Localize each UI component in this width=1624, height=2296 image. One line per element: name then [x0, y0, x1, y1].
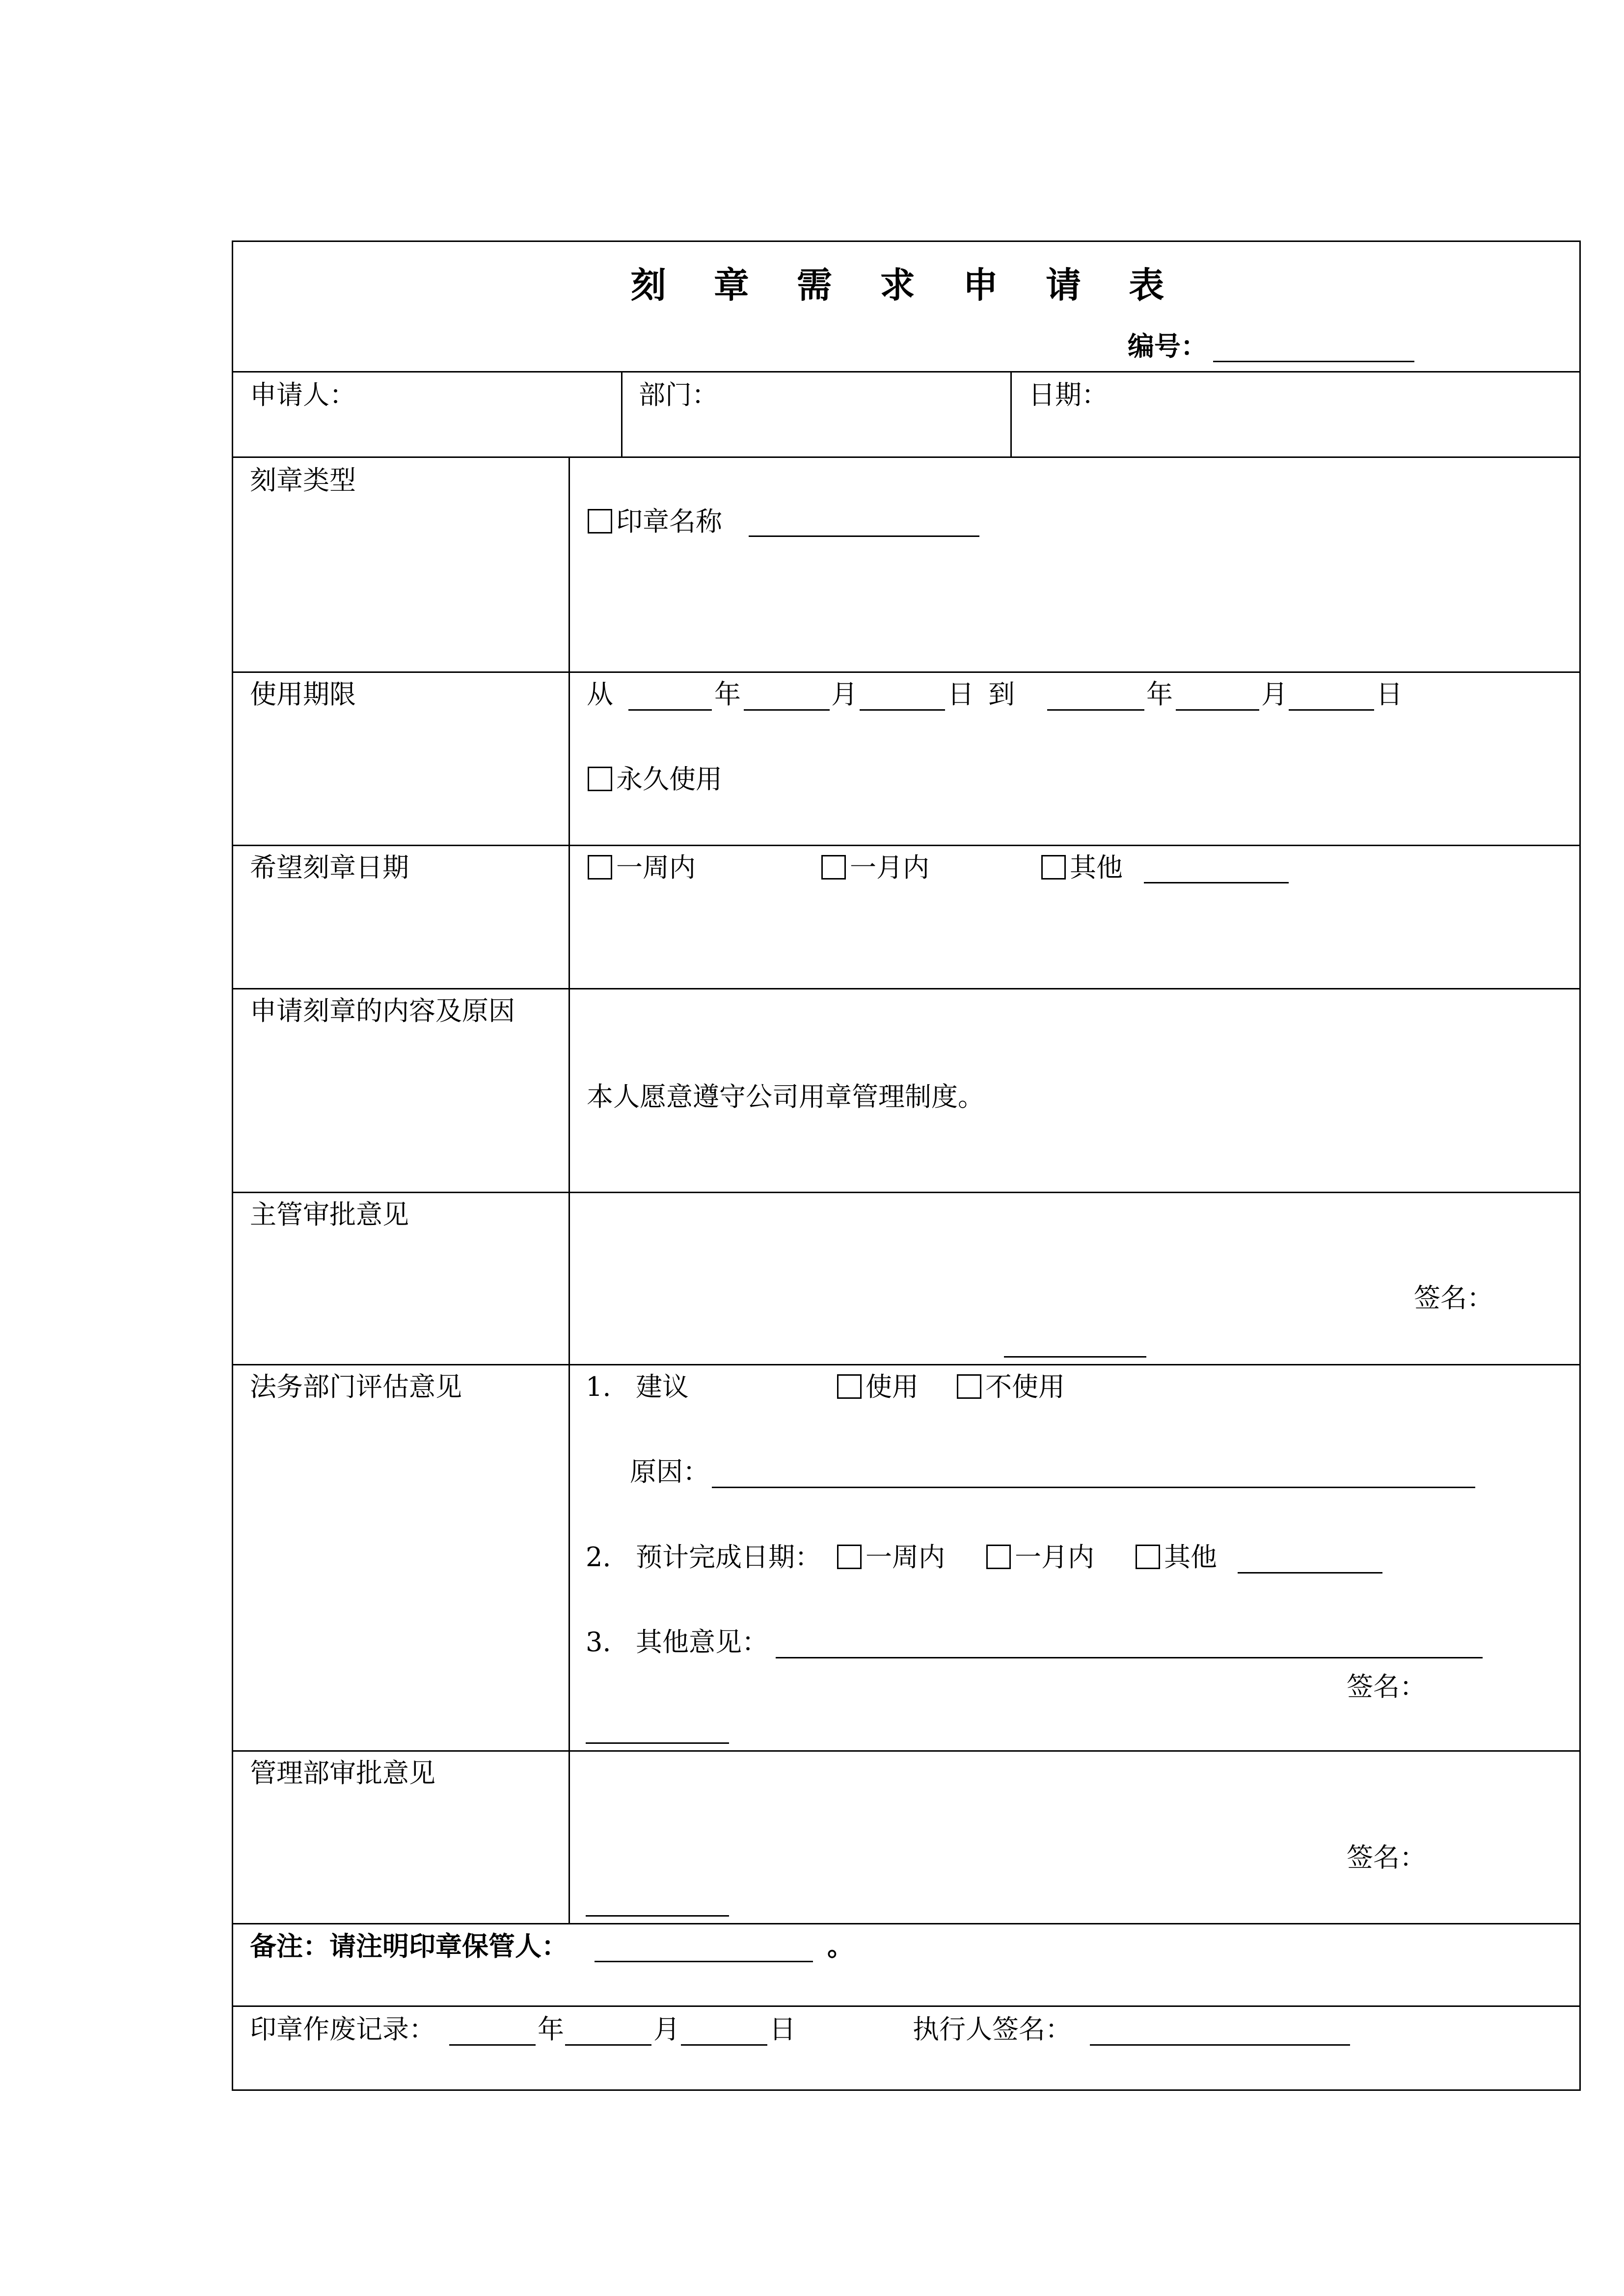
legal-item2-number: 2.	[586, 1542, 611, 1573]
serial-number-field[interactable]	[1213, 361, 1414, 362]
legal-within-month-label: 一月内	[1015, 1542, 1094, 1573]
not-use-label: 不使用	[985, 1371, 1065, 1402]
other-date-checkbox[interactable]	[1041, 855, 1066, 880]
row-divider	[233, 2005, 1579, 2007]
seal-type-label: 刻章类型	[250, 465, 356, 496]
reason-field[interactable]	[712, 1487, 1475, 1488]
void-record-label: 印章作废记录：	[250, 2014, 435, 2045]
use-label: 使用	[866, 1371, 919, 1402]
to-day-label: 日	[1376, 679, 1403, 710]
to-year-field[interactable]	[1047, 709, 1144, 711]
legal-within-week-checkbox[interactable]	[837, 1545, 862, 1569]
reason-label: 原因：	[630, 1456, 709, 1487]
estimated-date-label: 预计完成日期：	[636, 1542, 821, 1573]
supervisor-approval-label: 主管审批意见	[250, 1199, 409, 1230]
management-signature-field[interactable]	[586, 1915, 729, 1917]
to-year-label: 年	[1146, 679, 1173, 710]
other-date-field[interactable]	[1144, 882, 1289, 883]
management-approval-label: 管理部审批意见	[250, 1758, 435, 1789]
legal-assessment-label: 法务部门评估意见	[250, 1371, 462, 1402]
row-divider	[233, 1923, 1579, 1924]
to-month-label: 月	[1261, 679, 1288, 710]
pledge-text: 本人愿意遵守公司用章管理制度。	[587, 1081, 984, 1112]
permanent-use-checkbox[interactable]	[588, 767, 612, 791]
column-divider	[568, 456, 570, 1923]
legal-item3-number: 3.	[586, 1627, 611, 1657]
from-month-field[interactable]	[744, 709, 830, 711]
within-month-checkbox[interactable]	[821, 855, 846, 880]
date-label: 日期：	[1029, 379, 1108, 410]
executor-signature-field[interactable]	[1090, 2044, 1350, 2046]
supervisor-signature-field[interactable]	[1004, 1356, 1146, 1358]
row-divider	[233, 845, 1579, 846]
void-month-label: 月	[653, 2014, 680, 2045]
to-month-field[interactable]	[1176, 709, 1259, 711]
legal-within-month-checkbox[interactable]	[986, 1545, 1011, 1569]
legal-within-week-label: 一周内	[866, 1542, 945, 1573]
legal-other-checkbox[interactable]	[1136, 1545, 1160, 1569]
desired-date-label: 希望刻章日期	[250, 852, 409, 883]
supervisor-signature-label: 签名：	[1414, 1282, 1493, 1313]
void-day-label: 日	[769, 2014, 796, 2045]
seal-name-label: 印章名称	[616, 506, 722, 537]
management-signature-label: 签名：	[1347, 1842, 1426, 1873]
legal-other-field[interactable]	[1238, 1572, 1382, 1574]
seal-keeper-field[interactable]	[595, 1961, 813, 1962]
other-opinion-label: 其他意见：	[636, 1627, 768, 1657]
not-use-checkbox[interactable]	[957, 1374, 981, 1399]
to-label: 到	[988, 679, 1015, 710]
void-day-field[interactable]	[681, 2044, 767, 2046]
void-year-field[interactable]	[449, 2044, 536, 2046]
executor-signature-label: 执行人签名：	[913, 2014, 1072, 2045]
usage-period-label: 使用期限	[250, 679, 356, 710]
to-day-field[interactable]	[1289, 709, 1374, 711]
row-divider	[233, 1192, 1579, 1193]
serial-number-label: 编号：	[1128, 330, 1207, 362]
column-divider	[1010, 371, 1012, 456]
department-label: 部门：	[639, 379, 718, 410]
legal-signature-field[interactable]	[586, 1742, 729, 1744]
from-day-field[interactable]	[860, 709, 945, 711]
from-year-label: 年	[714, 679, 741, 710]
legal-item1-number: 1.	[586, 1371, 611, 1402]
permanent-use-label: 永久使用	[616, 764, 722, 795]
from-month-label: 月	[831, 679, 858, 710]
applicant-label: 申请人：	[250, 379, 356, 410]
seal-name-field[interactable]	[749, 535, 979, 537]
remark-end: 。	[827, 1930, 854, 1962]
row-divider	[233, 988, 1579, 989]
void-month-field[interactable]	[565, 2044, 651, 2046]
from-day-label: 日	[947, 679, 974, 710]
row-divider	[233, 1364, 1579, 1365]
content-reason-label: 申请刻章的内容及原因	[250, 995, 515, 1026]
legal-signature-label: 签名：	[1347, 1671, 1426, 1702]
from-year-field[interactable]	[628, 709, 712, 711]
use-checkbox[interactable]	[837, 1374, 862, 1399]
void-year-label: 年	[538, 2014, 564, 2045]
within-month-label: 一月内	[850, 852, 929, 883]
other-date-label: 其他	[1070, 852, 1123, 883]
remark-text: 备注：请注明印章保管人：	[250, 1930, 568, 1962]
row-divider	[233, 456, 1579, 458]
other-opinion-field[interactable]	[776, 1657, 1483, 1658]
within-week-label: 一周内	[616, 852, 696, 883]
legal-suggestion-label: 建议	[636, 1371, 689, 1402]
row-divider	[233, 1750, 1579, 1752]
seal-name-checkbox[interactable]	[588, 509, 612, 534]
within-week-checkbox[interactable]	[588, 855, 612, 880]
legal-other-label: 其他	[1164, 1542, 1217, 1573]
from-label: 从	[587, 679, 613, 710]
row-divider	[233, 671, 1579, 673]
seal-request-form	[232, 240, 1581, 2091]
column-divider	[621, 371, 623, 456]
form-title: 刻 章 需 求 申 请 表	[630, 264, 1182, 306]
row-divider	[233, 371, 1579, 373]
